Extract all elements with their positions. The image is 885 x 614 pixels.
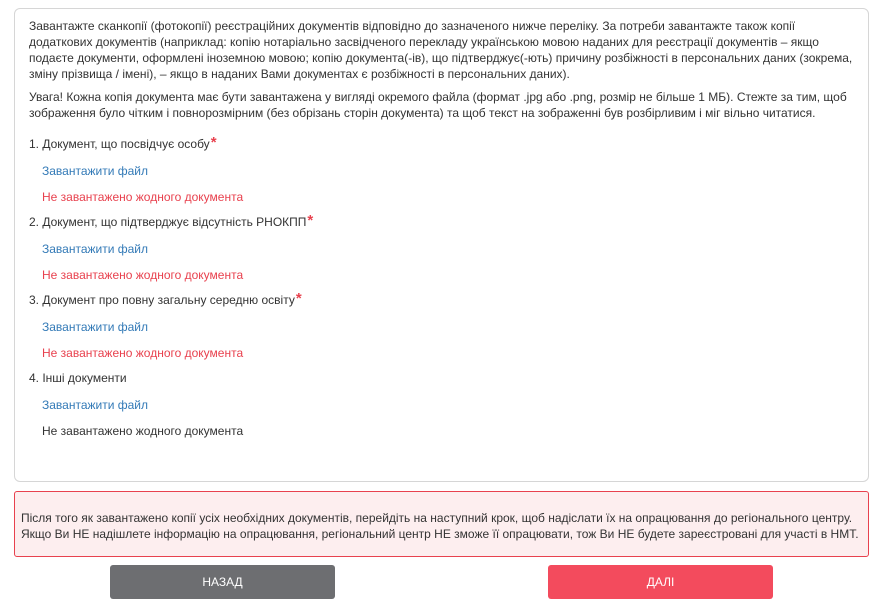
upload-file-link-education[interactable]: Завантажити файл: [42, 320, 149, 334]
document-title: [29, 370, 854, 396]
next-button[interactable]: ДАЛІ: [548, 565, 773, 599]
instructions-paragraph-1: Завантажте сканкопії (фотокопії) реєстраційних документів відповідно до зазначеного нижче переліку. За потреби завантажте також копії додаткових документів (наприклад: копію нотаріально засвідченого перекладу українською мовою наданих для реєстрації документів – якщо подаєте документи, оформлені іноземною мовою; копію документа(-ів), що підтверджує(-ють) причину розбіжності в персональних даних (зокрема, зміну прізвища / імені), – якщо в наданих Вами документах є розбіжності в персональних даних).: [29, 19, 853, 81]
upload-file-link-rnokpp[interactable]: Завантажити файл: [42, 242, 149, 256]
required-asterisk: *: [307, 212, 314, 229]
document-title: [29, 214, 854, 240]
warning-line-2: Якщо Ви НЕ надішлете інформацію на опрацювання, регіональний центр НЕ зможе її опрацювати, тож Ви НЕ будете зареєстровані для участі в НМТ.: [21, 527, 859, 541]
document-title: [29, 292, 854, 318]
back-button[interactable]: НАЗАД: [110, 565, 335, 599]
upload-status-identity: Не завантажено жодного документа: [42, 190, 244, 204]
upload-status-other: Не завантажено жодного документа: [42, 424, 244, 438]
documents-upload-card: [14, 8, 869, 482]
document-title: [29, 136, 854, 162]
required-asterisk: *: [295, 290, 302, 307]
warning-line-1: Після того як завантажено копії усіх необхідних документів, перейдіть на наступний крок, щоб надіслати їх на опрацювання до регіонального центру.: [21, 511, 853, 525]
document-item-identity: [29, 136, 854, 214]
required-asterisk: *: [210, 134, 217, 151]
document-item-education: [29, 292, 854, 370]
document-title-text: 2. Документ, що підтверджує відсутність РНОКПП: [29, 215, 307, 229]
document-item-other: [29, 370, 854, 448]
document-title-text: 1. Документ, що посвідчує особу: [29, 137, 210, 151]
upload-file-link-other[interactable]: Завантажити файл: [42, 398, 149, 412]
submission-warning-alert: [14, 491, 869, 557]
upload-status-education: Не завантажено жодного документа: [42, 346, 244, 360]
document-list: [29, 136, 854, 448]
document-title-text: 3. Документ про повну загальну середню освіту: [29, 293, 295, 307]
upload-status-rnokpp: Не завантажено жодного документа: [42, 268, 244, 282]
instructions-paragraph-2: Увага! Кожна копія документа має бути завантажена у вигляді окремого файла (формат .jpg або .png, розмір не більше 1 МБ). Стежте за тим, щоб зображення було чітким і повнорозмірним (без обрізань сторін документа) та щоб текст на зображенні був розбірливим і міг вільно читатися.: [29, 90, 847, 120]
document-title-text: 4. Інші документи: [29, 371, 127, 385]
document-item-rnokpp: [29, 214, 854, 292]
upload-file-link-identity[interactable]: Завантажити файл: [42, 164, 149, 178]
